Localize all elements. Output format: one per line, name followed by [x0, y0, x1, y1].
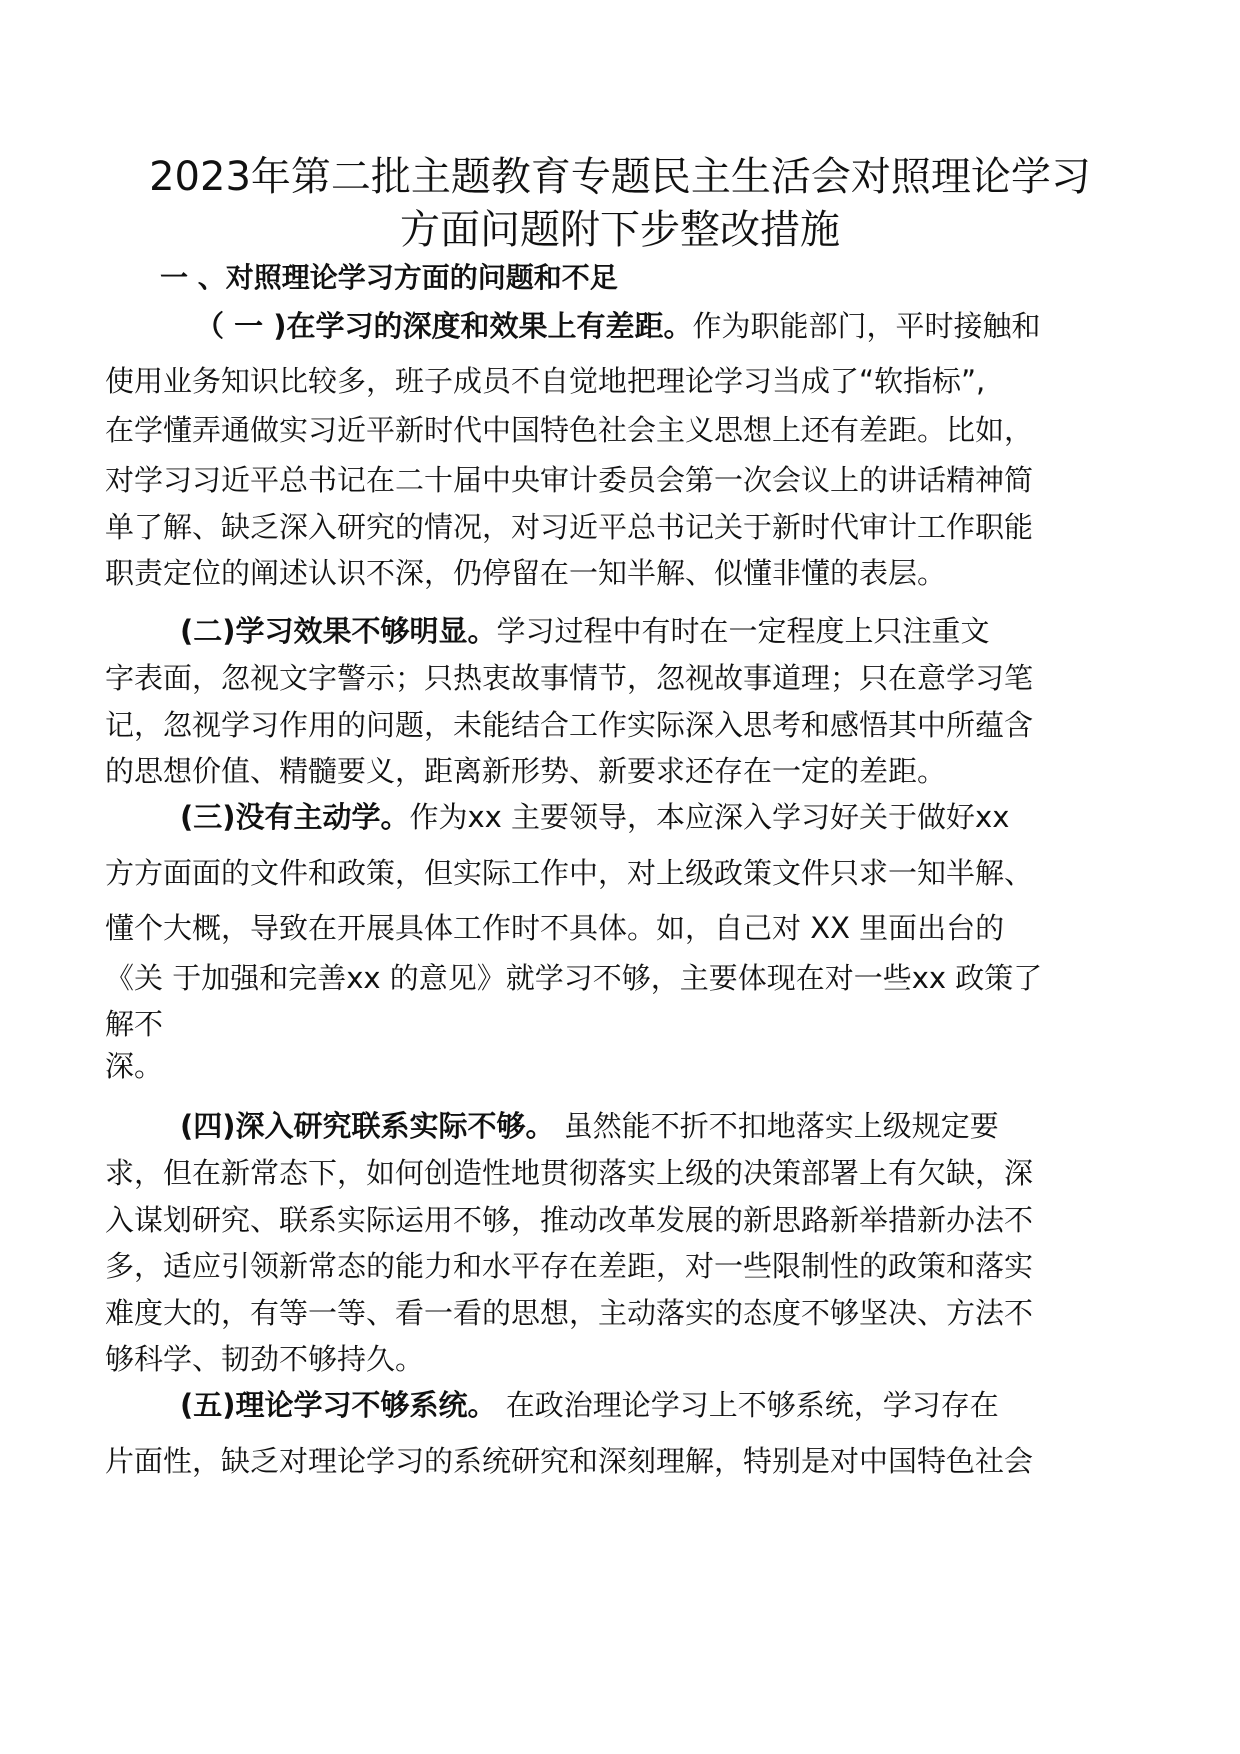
- paragraph-1-line-4: 对学习习近平总书记在二十届中央审计委员会第一次会议上的讲话精神简: [105, 463, 1034, 497]
- paragraph-3-line-3: 懂个大概，导致在开展具体工作时不具体。如，自己对 XX 里面出台的: [105, 911, 1005, 945]
- paragraph-3-line-4: 《关 于加强和完善xx 的意见》就学习不够，主要体现在对一些xx 政策了: [105, 961, 1043, 995]
- paragraph-3-line-1: [180, 797, 1009, 837]
- paragraph-3-line-2: 方方面面的文件和政策，但实际工作中，对上级政策文件只求一知半解、: [105, 856, 1034, 890]
- paragraph-2-line-2: 字表面，忽视文字警示；只热衷故事情节，忽视故事道理；只在意学习笔: [105, 661, 1034, 695]
- paragraph-4-text: 虽然能不折不扣地落实上级规定要: [554, 1109, 999, 1143]
- paragraph-1-heading: （ 一 )在学习的深度和效果上有差距。: [195, 309, 693, 343]
- paragraph-2-line-3: 记，忽视学习作用的问题，未能结合工作实际深入思考和感悟其中所蕴含: [105, 708, 1034, 742]
- paragraph-4-line-4: 多，适应引领新常态的能力和水平存在差距，对一些限制性的政策和落实: [105, 1249, 1034, 1283]
- paragraph-1-line-1: [195, 306, 1040, 346]
- paragraph-5-text: 在政治理论学习上不够系统，学习存在: [496, 1388, 999, 1422]
- paragraph-2-line-4: 的思想价值、精髓要义，距离新形势、新要求还存在一定的差距。: [105, 754, 947, 788]
- paragraph-3-heading: (三)没有主动学。: [180, 800, 410, 834]
- document-title-line-1: 2023年第二批主题教育专题民主生活会对照理论学习: [149, 154, 1091, 200]
- paragraph-2-text: 学习过程中有时在一定程度上只注重文: [496, 614, 990, 648]
- paragraph-4-heading: (四)深入研究联系实际不够。: [180, 1109, 555, 1143]
- paragraph-4-line-3: 入谋划研究、联系实际运用不够，推动改革发展的新思路新举措新办法不: [105, 1203, 1034, 1237]
- paragraph-5-line-1: [180, 1385, 999, 1425]
- paragraph-1-text: 作为职能部门，平时接触和: [692, 309, 1041, 343]
- paragraph-3-line-5: 解不: [105, 1007, 164, 1041]
- paragraph-4-line-6: 够科学、韧劲不够持久。: [105, 1342, 425, 1376]
- paragraph-5-line-2: 片面性，缺乏对理论学习的系统研究和深刻理解，特别是对中国特色社会: [105, 1444, 1034, 1478]
- paragraph-3-line-6: 深。: [105, 1049, 164, 1083]
- paragraph-4-line-5: 难度大的，有等一等、看一看的思想，主动落实的态度不够坚决、方法不: [105, 1296, 1034, 1330]
- paragraph-2-heading: (二)学习效果不够明显。: [180, 614, 497, 648]
- paragraph-4-line-2: 求，但在新常态下，如何创造性地贯彻落实上级的决策部署上有欠缺，深: [105, 1156, 1034, 1190]
- paragraph-4-line-1: [180, 1106, 999, 1146]
- paragraph-1-line-3: 在学懂弄通做实习近平新时代中国特色社会主义思想上还有差距。比如，: [105, 413, 1034, 447]
- paragraph-2-line-1: [180, 611, 990, 651]
- paragraph-5-heading: (五)理论学习不够系统。: [180, 1388, 497, 1422]
- document-title-line-2: 方面问题附下步整改措施: [400, 207, 840, 253]
- paragraph-3-text: 作为xx 主要领导，本应深入学习好关于做好xx: [409, 800, 1010, 834]
- paragraph-1-line-6: 职责定位的阐述认识不深，仍停留在一知半解、似懂非懂的表层。: [105, 556, 947, 590]
- paragraph-1-line-5: 单了解、缺乏深入研究的情况，对习近平总书记关于新时代审计工作职能: [105, 510, 1034, 544]
- paragraph-1-line-2: 使用业务知识比较多，班子成员不自觉地把理论学习当成了“软指标”,: [105, 364, 986, 398]
- section-heading: 一 、对照理论学习方面的问题和不足: [160, 261, 618, 294]
